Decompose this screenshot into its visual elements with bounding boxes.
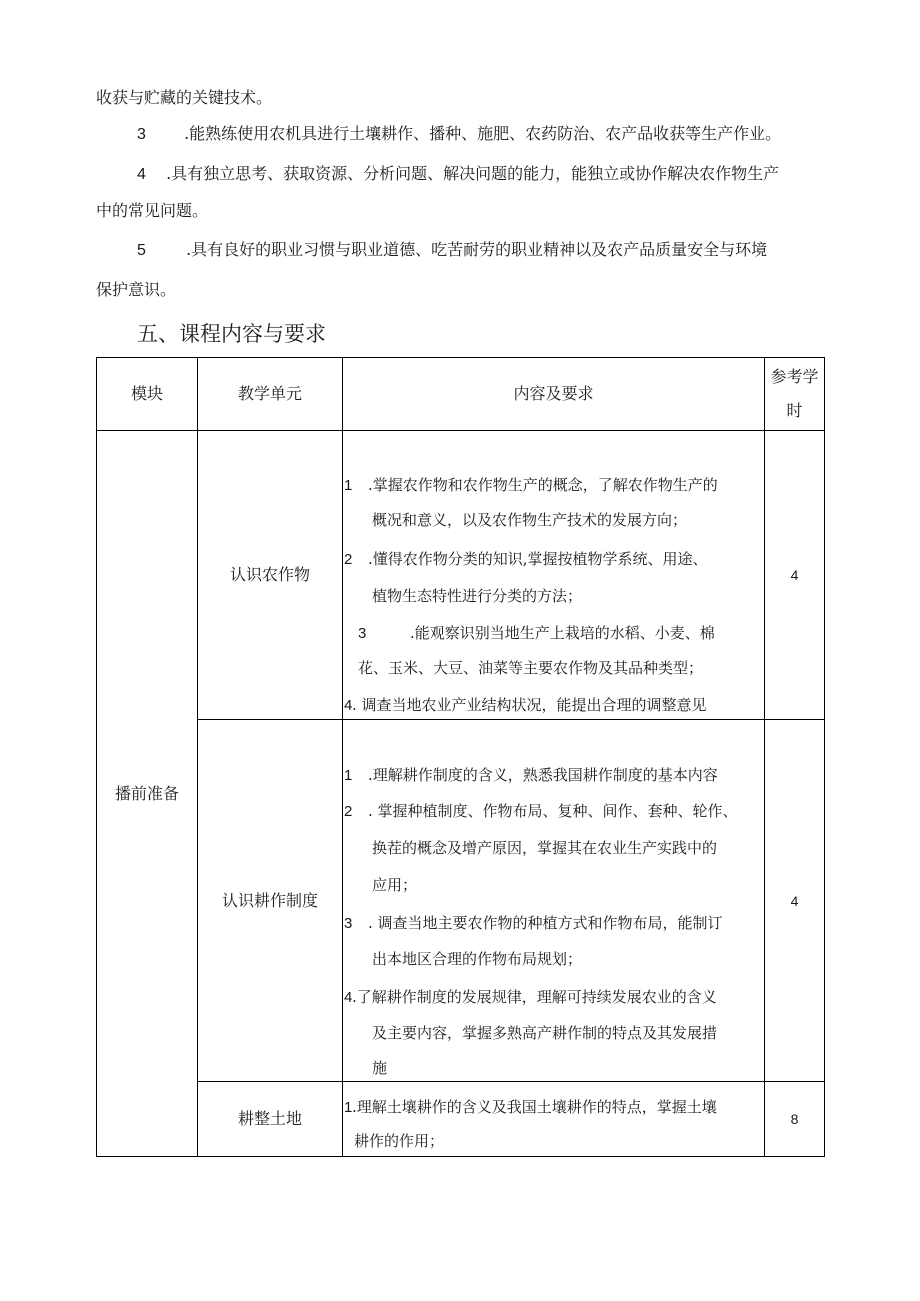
header-hours-line1: 参考学 xyxy=(770,367,819,386)
header-hours-line2: 时 xyxy=(786,401,803,420)
content-row2-item3-line1: . 调查当地主要农作物的种植方式和作物布局，能制订 xyxy=(368,914,723,932)
content-row1-item2-line1: .懂得农作物分类的知识,掌握按植物学系统、用途、 xyxy=(368,550,708,568)
header-module: 模块 xyxy=(130,384,163,403)
content-row1-item1 xyxy=(344,475,718,496)
ability-item-3 xyxy=(137,124,781,145)
content-row3-item1-cont: 耕作的作用； xyxy=(354,1132,445,1150)
content-row2-item4-number: 4 xyxy=(344,989,353,1006)
section-title: 五、课程内容与要求 xyxy=(137,322,326,346)
header-content: 内容及要求 xyxy=(513,384,594,403)
ability-item-3-text: .能熟练使用农机具进行土壤耕作、播种、施肥、农药防治、农产品收获等生产作业。 xyxy=(184,124,782,143)
hours-cell-2: 4 xyxy=(790,892,799,909)
hours-cell-1: 4 xyxy=(790,567,799,583)
header-unit: 教学单元 xyxy=(237,384,302,403)
content-row2-item2-number: 2 xyxy=(344,803,353,820)
content-row2-item2-line1: . 掌握种植制度、作物布局、复种、间作、套种、轮作、 xyxy=(368,802,738,820)
intro-continuation-line: 收获与贮藏的关键技术。 xyxy=(96,88,273,107)
content-row1-item2 xyxy=(344,549,708,570)
ability-item-4-line2: 中的常见问题。 xyxy=(96,201,209,220)
content-row1-item4-number: 4 xyxy=(344,697,353,714)
content-row2-item3-number: 3 xyxy=(344,915,353,932)
course-content-table xyxy=(96,357,825,1157)
content-row1-item3-number: 3 xyxy=(358,625,367,642)
content-row3-item1-number: 1 xyxy=(344,1099,353,1116)
module-cell: 播前准备 xyxy=(114,783,179,803)
ability-item-5-line2: 保护意识。 xyxy=(96,280,177,299)
content-row3-item1-line1: .理解土壤耕作的含义及我国土壤耕作的特点，掌握土壤 xyxy=(352,1098,717,1116)
content-row1-item4 xyxy=(344,695,707,716)
table-col-divider-2 xyxy=(342,357,343,1157)
ability-item-5-number: 5 xyxy=(137,242,146,259)
content-row2-item4-line1: .了解耕作制度的发展规律，理解可持续发展农业的含义 xyxy=(352,988,717,1006)
content-row1-item3-line1: .能观察识别当地生产上栽培的水稻、小麦、棉 xyxy=(410,624,715,642)
content-row1-item2-number: 2 xyxy=(344,551,353,568)
header-hours xyxy=(765,358,824,430)
table-border-right xyxy=(824,357,825,1157)
content-row1-item2-cont: 植物生态特性进行分类的方法； xyxy=(372,587,583,605)
content-row2-item1 xyxy=(344,765,718,786)
content-row2-item4-cont2: 施 xyxy=(372,1059,388,1077)
content-row2-item2 xyxy=(344,801,738,822)
hours-cell-3: 8 xyxy=(790,1111,799,1127)
content-row2-item2-cont1: 换茬的概念及增产原因，掌握其在农业生产实践中的 xyxy=(372,839,718,857)
content-row1-item1-number: 1 xyxy=(344,477,353,494)
content-row2-item1-line1: .理解耕作制度的含义，熟悉我国耕作制度的基本内容 xyxy=(368,766,718,784)
unit-cell-3: 耕整土地 xyxy=(237,1109,302,1128)
content-row1-item3 xyxy=(358,623,715,644)
ability-item-4-number: 4 xyxy=(137,166,146,183)
content-row3-item1 xyxy=(344,1097,717,1118)
unit-cell-1: 认识农作物 xyxy=(229,565,310,584)
content-row2-item2-cont2: 应用； xyxy=(372,876,418,894)
content-row2-item1-number: 1 xyxy=(344,767,353,784)
content-row2-item4 xyxy=(344,987,717,1008)
ability-item-3-number: 3 xyxy=(137,126,146,143)
content-row2-item3 xyxy=(344,913,723,934)
ability-item-4-text-line1: .具有独立思考、获取资源、分析问题、解决问题的能力，能独立或协作解决农作物生产 xyxy=(166,164,780,183)
content-row1-item4-line1: . 调查当地农业产业结构状况，能提出合理的调整意见 xyxy=(352,696,707,714)
content-row1-item3-cont: 花、玉米、大豆、油菜等主要农作物及其品种类型； xyxy=(358,659,704,677)
content-row1-item1-line1: .掌握农作物和农作物生产的概念，了解农作物生产的 xyxy=(368,476,718,494)
content-row2-item4-cont1: 及主要内容，掌握多熟高产耕作制的特点及其发展措 xyxy=(372,1024,718,1042)
ability-item-4 xyxy=(137,164,779,185)
content-row2-item3-cont: 出本地区合理的作物布局规划； xyxy=(372,950,583,968)
table-border-bottom xyxy=(96,1156,825,1157)
content-row1-item1-cont: 概况和意义，以及农作物生产技术的发展方向； xyxy=(372,511,688,529)
ability-item-5-text-line1: .具有良好的职业习惯与职业道德、吃苦耐劳的职业精神以及农产品质量安全与环境 xyxy=(186,240,768,259)
ability-item-5 xyxy=(137,240,767,261)
unit-cell-2: 认识耕作制度 xyxy=(221,890,318,910)
